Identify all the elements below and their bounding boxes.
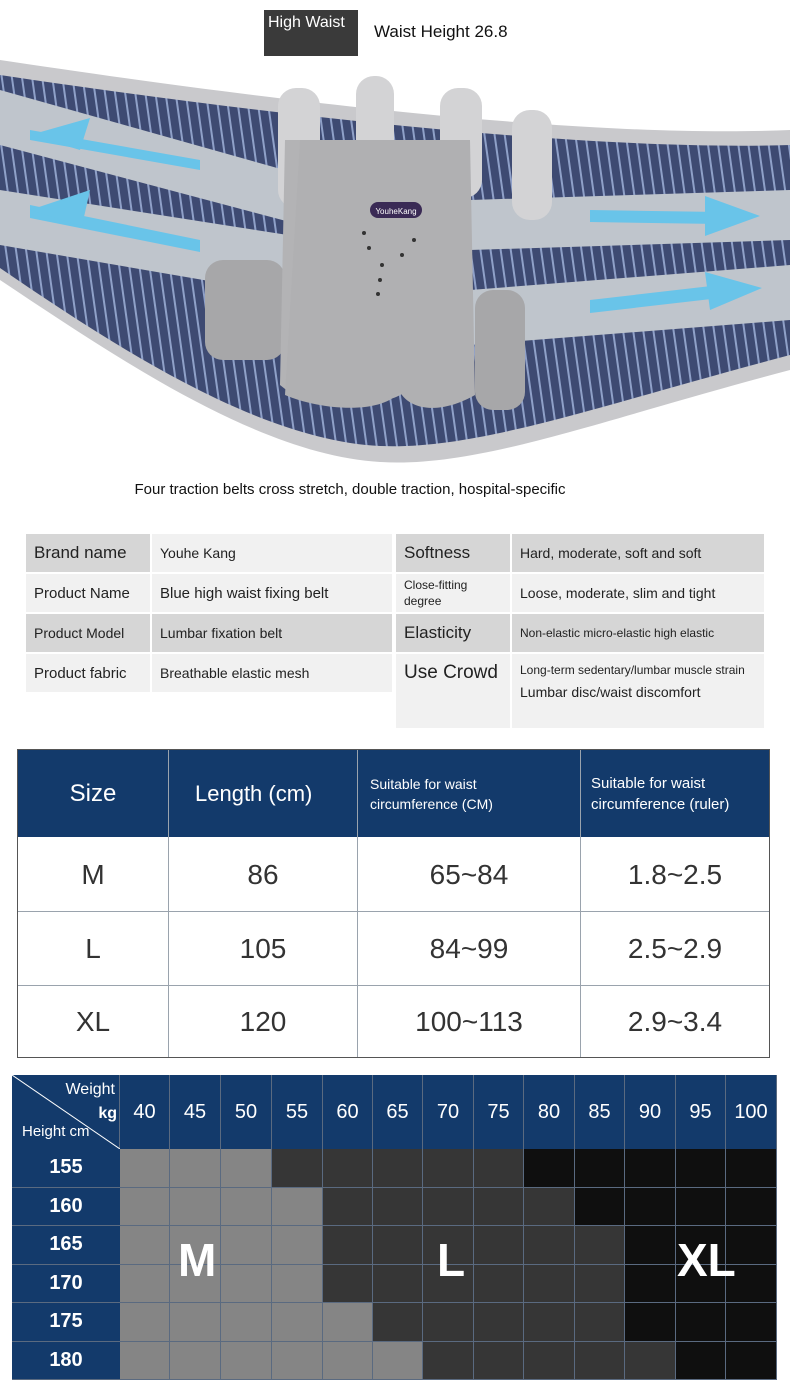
weight-header: 95 [676, 1075, 726, 1149]
length-cell: 120 [169, 986, 357, 1057]
weight-header: 45 [170, 1075, 221, 1149]
size-zone-cell [524, 1342, 575, 1381]
size-zone-cell [323, 1265, 373, 1304]
size-zone-cell [423, 1188, 474, 1227]
spec-value: Lumbar fixation belt [152, 614, 392, 652]
size-zone-cell [170, 1303, 221, 1342]
size-table [17, 749, 770, 1058]
waist-ruler-cell: 2.9~3.4 [581, 986, 769, 1057]
weight-header: 40 [120, 1075, 170, 1149]
size-zone-label: L [437, 1234, 466, 1286]
size-zone-cell [625, 1265, 676, 1304]
spec-label: Brand name [26, 534, 150, 572]
spec-value: Blue high waist fixing belt [152, 574, 392, 612]
size-zone-cell [524, 1265, 575, 1304]
size-zone-cell [625, 1188, 676, 1227]
spec-value: Long-term sedentary/lumbar muscle strain [520, 663, 745, 677]
size-zone-cell [726, 1342, 777, 1381]
size-zone-cell [323, 1342, 373, 1381]
size-zone-cell [625, 1303, 676, 1342]
size-zone-cell [170, 1188, 221, 1227]
size-zone-cell [474, 1265, 524, 1304]
size-zone-cell [221, 1188, 272, 1227]
size-zone-cell [120, 1342, 170, 1381]
size-zone-cell [474, 1226, 524, 1265]
weight-header: 60 [323, 1075, 373, 1149]
weight-header: 70 [423, 1075, 474, 1149]
size-zone-cell [575, 1188, 625, 1227]
size-zone-cell [524, 1226, 575, 1265]
waist-cm-header: Suitable for waist circumference (CM) [358, 750, 580, 837]
spec-value: Non-elastic micro-elastic high elastic [512, 614, 764, 652]
size-zone-cell [272, 1303, 323, 1342]
height-header: 180 [12, 1342, 120, 1381]
spec-label: Softness [396, 534, 510, 572]
spec-value-secondary: Lumbar disc/waist discomfort [520, 684, 701, 700]
waist-cm-cell: 84~99 [358, 912, 580, 985]
product-logo: YouheKang [375, 207, 417, 216]
size-zone-cell [575, 1303, 625, 1342]
size-zone-cell [221, 1265, 272, 1304]
waist-height-label: Waist Height 26.8 [374, 22, 508, 41]
size-zone-cell [120, 1149, 170, 1188]
size-zone-cell [323, 1149, 373, 1188]
weight-header: 75 [474, 1075, 524, 1149]
size-zone-cell [575, 1149, 625, 1188]
weight-header: 80 [524, 1075, 575, 1149]
size-zone-cell [120, 1188, 170, 1227]
size-zone-cell [373, 1226, 423, 1265]
size-zone-cell [120, 1226, 170, 1265]
weight-header: 55 [272, 1075, 323, 1149]
feature-caption: Four traction belts cross stretch, double traction, hospital-specific [134, 481, 566, 498]
spec-label: Elasticity [396, 614, 510, 652]
size-zone-cell [625, 1342, 676, 1381]
size-zone-label: M [178, 1234, 217, 1286]
height-header: 165 [12, 1226, 120, 1265]
waist-belt-illustration [0, 58, 790, 468]
size-cell: L [18, 912, 168, 985]
high-waist-tag: High Waist [264, 10, 358, 56]
waist-cm-cell: 100~113 [358, 986, 580, 1057]
size-zone-cell [423, 1342, 474, 1381]
size-zone-cell [221, 1342, 272, 1381]
height-header: 155 [12, 1149, 120, 1188]
size-zone-cell [373, 1303, 423, 1342]
size-zone-cell [676, 1188, 726, 1227]
size-zone-cell [524, 1303, 575, 1342]
length-cell: 105 [169, 912, 357, 985]
weight-header: 50 [221, 1075, 272, 1149]
spec-value: Youhe Kang [152, 534, 392, 572]
size-zone-cell [272, 1188, 323, 1227]
size-zone-cell [474, 1303, 524, 1342]
size-zone-cell [474, 1342, 524, 1381]
chart-corner [12, 1075, 120, 1149]
size-zone-cell [221, 1149, 272, 1188]
weight-header: 90 [625, 1075, 676, 1149]
size-zone-cell [272, 1149, 323, 1188]
size-zone-cell [474, 1149, 524, 1188]
corner-weight: Weight [65, 1081, 115, 1098]
height-header: 160 [12, 1188, 120, 1227]
length-cell: 86 [169, 838, 357, 911]
waist-ruler-header: Suitable for waist circumference (ruler) [581, 750, 769, 837]
size-zone-cell [373, 1149, 423, 1188]
spec-value: Hard, moderate, soft and soft [512, 534, 764, 572]
size-cell: XL [18, 986, 168, 1057]
weight-header: 65 [373, 1075, 423, 1149]
size-zone-cell [726, 1188, 777, 1227]
size-zone-cell [120, 1303, 170, 1342]
size-zone-cell [120, 1265, 170, 1304]
size-zone-cell [726, 1149, 777, 1188]
size-zone-cell [221, 1303, 272, 1342]
size-zone-cell [726, 1303, 777, 1342]
corner-kg: kg [98, 1105, 117, 1122]
size-zone-cell [373, 1342, 423, 1381]
size-zone-cell [676, 1342, 726, 1381]
size-zone-cell [575, 1226, 625, 1265]
spec-label: Product fabric [26, 654, 150, 692]
size-zone-cell [170, 1342, 221, 1381]
size-zone-cell [323, 1303, 373, 1342]
size-zone-cell [575, 1265, 625, 1304]
size-zone-cell [423, 1149, 474, 1188]
size-zone-cell [575, 1342, 625, 1381]
size-zone-cell [423, 1303, 474, 1342]
spec-grid [26, 534, 764, 728]
size-zone-cell [676, 1149, 726, 1188]
size-zone-cell [170, 1149, 221, 1188]
waist-ruler-cell: 1.8~2.5 [581, 838, 769, 911]
waist-cm-cell: 65~84 [358, 838, 580, 911]
weight-header: 85 [575, 1075, 625, 1149]
size-zone-cell [625, 1226, 676, 1265]
weight-header: 100 [726, 1075, 777, 1149]
size-zone-cell [524, 1149, 575, 1188]
size-zone-cell [676, 1303, 726, 1342]
size-zone-cell [474, 1188, 524, 1227]
corner-height: Height cm [22, 1123, 90, 1140]
weight-height-size-chart [12, 1075, 777, 1380]
size-zone-cell [272, 1342, 323, 1381]
size-header: Size [18, 750, 168, 837]
spec-value: Loose, moderate, slim and tight [512, 574, 764, 612]
size-zone-cell [373, 1265, 423, 1304]
size-zone-cell [323, 1188, 373, 1227]
size-zone-cell [272, 1265, 323, 1304]
size-zone-cell [272, 1226, 323, 1265]
size-zone-cell [625, 1149, 676, 1188]
size-zone-cell [323, 1226, 373, 1265]
height-header: 170 [12, 1265, 120, 1304]
spec-value: Breathable elastic mesh [152, 654, 392, 692]
spec-label: Product Model [26, 614, 150, 652]
length-header: Length (cm) [169, 750, 357, 837]
spec-label: Close-fitting degree [396, 574, 510, 612]
spec-label: Product Name [26, 574, 150, 612]
size-zone-cell [221, 1226, 272, 1265]
spec-label: Use Crowd [396, 654, 510, 728]
waist-ruler-cell: 2.5~2.9 [581, 912, 769, 985]
size-zone-cell [373, 1188, 423, 1227]
size-zone-label: XL [677, 1234, 736, 1286]
height-header: 175 [12, 1303, 120, 1342]
size-cell: M [18, 838, 168, 911]
size-zone-cell [524, 1188, 575, 1227]
spec-value-group [512, 654, 764, 728]
